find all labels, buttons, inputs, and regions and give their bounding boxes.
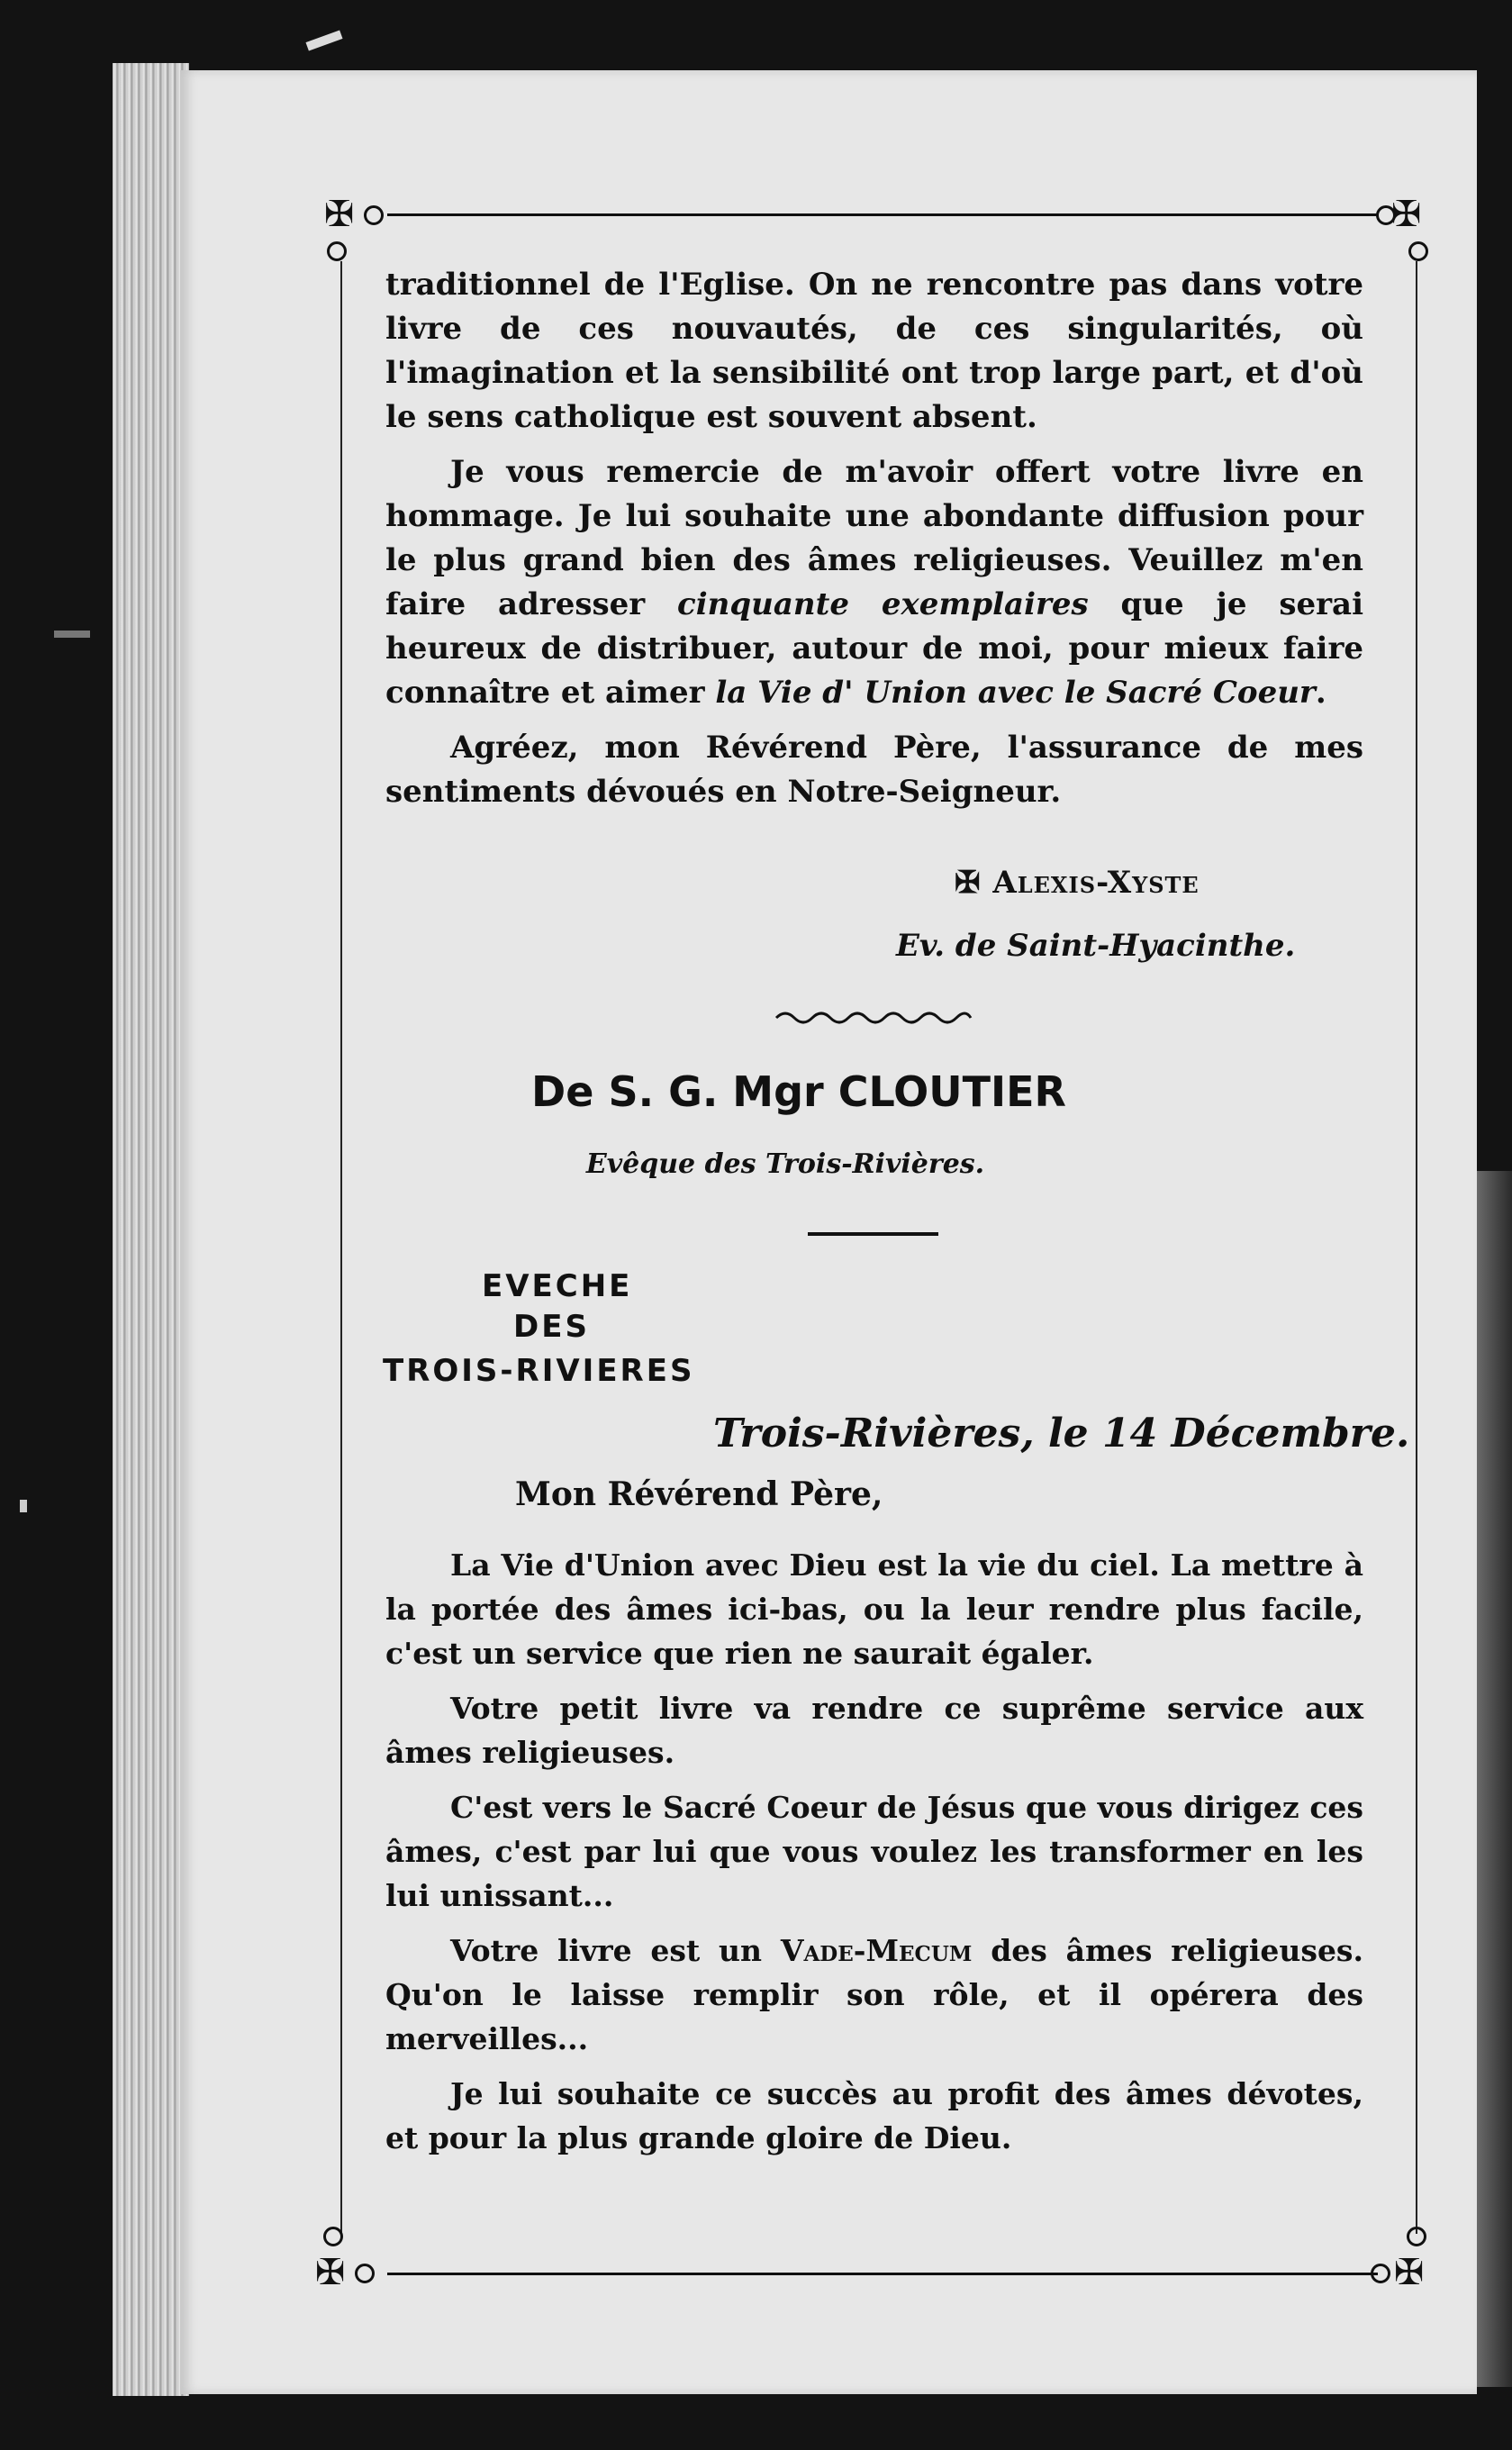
- paragraph: Votre livre est un Vade-Mecum des âmes religieuses. Qu'on le laisse remplir son rôle, et il opérera des merveilles...: [385, 1933, 1364, 2056]
- cross-ornament-icon: ✠: [1391, 194, 1422, 235]
- cross-ornament-icon: ✠: [324, 194, 355, 235]
- frame-right-rule: [1416, 261, 1417, 2234]
- paragraph: Agréez, mon Révérend Père, l'assurance de mes sentiments dévoués en Notre-Seigneur.: [385, 730, 1363, 810]
- short-divider: [808, 1232, 938, 1236]
- scan-speck: [305, 30, 342, 50]
- ring-ornament-icon: [1407, 2227, 1426, 2246]
- letter-two-body: [385, 1543, 1363, 2171]
- letterhead-line: TROIS-RIVIERES: [383, 1353, 695, 1389]
- salutation: Mon Révérend Père,: [515, 1475, 883, 1513]
- frame-bottom-rule: [387, 2273, 1378, 2275]
- letter-one-body: [385, 263, 1363, 825]
- scan-speck: [54, 631, 90, 638]
- paragraph: Votre petit livre va rendre ce suprême service aux âmes religieuses.: [385, 1691, 1363, 1770]
- facing-page-edge: [1477, 1171, 1512, 2387]
- ring-ornament-icon: [364, 205, 384, 225]
- cross-ornament-icon: ✠: [315, 2252, 346, 2293]
- paragraph: C'est vers le Sacré Coeur de Jésus que vous dirigez ces âmes, c'est par lui que vous voulez les transformer en les lui unissant...: [385, 1790, 1363, 1913]
- ring-ornament-icon: [355, 2264, 375, 2283]
- letterhead-line: EVECHE: [482, 1268, 633, 1304]
- cross-icon: ✠: [955, 865, 982, 901]
- cross-ornament-icon: ✠: [1394, 2252, 1425, 2293]
- signature-title: Ev. de Saint-Hyacinthe.: [896, 928, 1296, 964]
- paragraph: traditionnel de l'Eglise. On ne rencontre pas dans votre livre de ces nouvautés, de ces singularités, où l'imagination et la sensibilité ont trop large part, et d'où le sens catholique est souvent absent.: [385, 267, 1363, 435]
- ring-ornament-icon: [327, 241, 347, 261]
- ring-ornament-icon: [1408, 241, 1428, 261]
- ring-ornament-icon: [323, 2227, 343, 2246]
- paragraph: La Vie d'Union avec Dieu est la vie du ciel. La mettre à la portée des âmes ici-bas, ou la leur rendre plus facile, c'est un service que rien ne saurait égaler.: [385, 1547, 1363, 1671]
- section-subheading: Evêque des Trois-Rivières.: [585, 1148, 985, 1180]
- ring-ornament-icon: [1371, 2264, 1390, 2283]
- scan-speck: [20, 1500, 27, 1512]
- ring-ornament-icon: [1376, 205, 1396, 225]
- signature-name: ✠ Alexis-Xyste: [955, 865, 1200, 901]
- letterhead-line: DES: [513, 1309, 590, 1345]
- paragraph: Je vous remercie de m'avoir offert votre livre en hommage. Je lui souhaite une abondante diffusion pour le plus grand bien des âmes religieuses. Veuillez m'en faire adresser cinquante exemplaires que je serai heureux de distribuer, autour de moi, pour mieux faire connaître et aimer la Vie d' Union avec le Sacré Coeur.: [385, 454, 1363, 711]
- frame-top-rule: [387, 213, 1378, 216]
- dateline: Trois-Rivières, le 14 Décembre.: [713, 1411, 1410, 1456]
- section-heading: De S. G. Mgr CLOUTIER: [531, 1067, 1066, 1116]
- frame-left-rule: [340, 261, 342, 2234]
- paragraph: Je lui souhaite ce succès au profit des âmes dévotes, et pour la plus grande gloire de Dieu.: [385, 2076, 1363, 2155]
- page-edges: [113, 63, 189, 2396]
- wave-divider-icon: [774, 1004, 973, 1031]
